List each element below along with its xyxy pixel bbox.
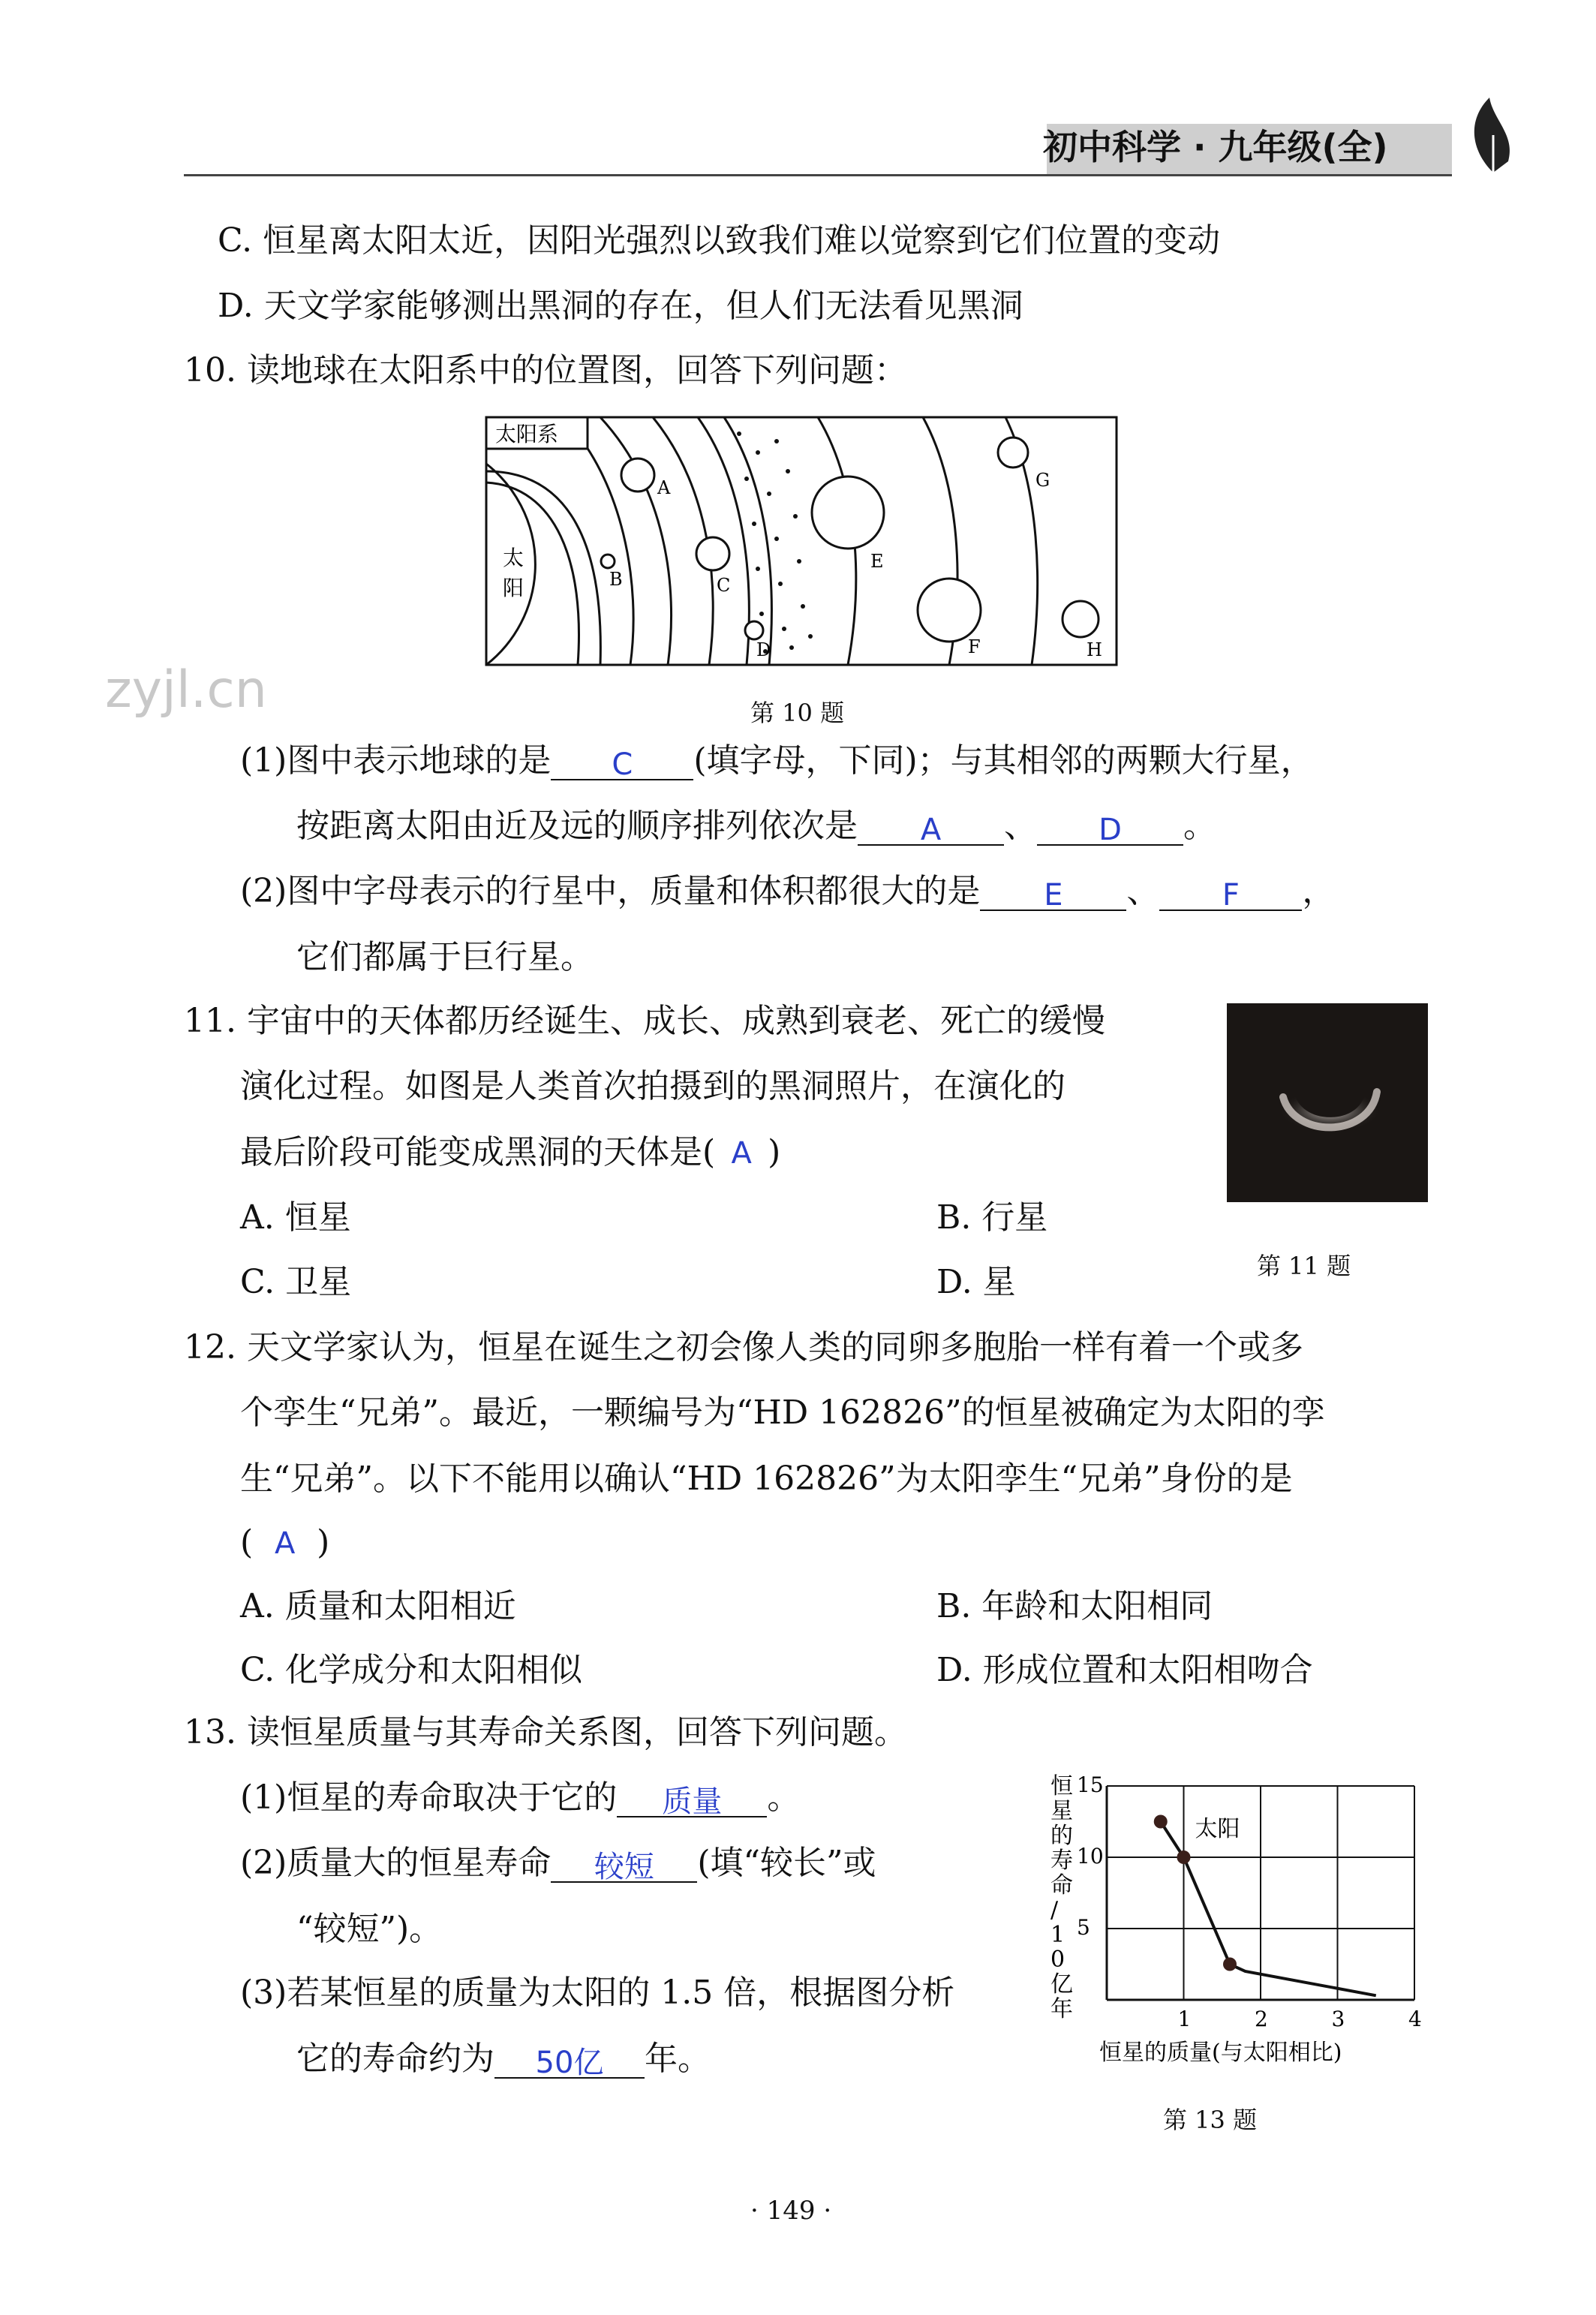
q12-option-d: D. 形成位置和太阳相吻合 <box>936 1651 1313 1689</box>
x-axis-label: 恒星的质量(与太阳相比) <box>1099 2040 1342 2066</box>
q9-option-c: C. 恒星离太阳太近，因阳光强烈以致我们难以觉察到它们位置的变动 <box>218 221 1221 260</box>
leaf-icon <box>1463 90 1523 180</box>
y-tick-label: 15 <box>1077 1772 1104 1797</box>
y-axis-label-char: 0 <box>1050 1947 1066 1973</box>
q11-line3: 最后阶段可能变成黑洞的天体是( A ) <box>240 1133 781 1171</box>
data-point <box>1177 1850 1191 1864</box>
q11-option-c: C. 卫星 <box>240 1263 352 1301</box>
q11-option-d: D. 星 <box>936 1263 1016 1301</box>
y-axis-label-char: 亿 <box>1050 1971 1073 1998</box>
q12-answer: ( A ) <box>240 1523 330 1562</box>
y-axis-label-char: 1 <box>1050 1922 1066 1948</box>
q10-sub2-line1: (2)图中字母表示的行星中，质量和体积都很大的是 E 、 F ， <box>240 872 1336 912</box>
y-axis-label-char: 星 <box>1050 1798 1073 1824</box>
black-hole-photo <box>1227 1003 1428 1202</box>
data-point <box>1223 1958 1237 1971</box>
label-g: G <box>1035 470 1050 491</box>
svg-text:太: 太 <box>503 546 524 570</box>
q13-caption: 第 13 题 <box>1163 2106 1258 2134</box>
label-d: D <box>756 639 771 660</box>
series-line <box>1161 1822 1376 1996</box>
y-tick-label: 5 <box>1077 1915 1090 1940</box>
x-tick-label: 3 <box>1331 2007 1345 2031</box>
q13-sub2: (2)质量大的恒星寿命 较短 (填“较长”或 <box>240 1844 876 1884</box>
q12-line2: 个孪生“兄弟”。最近，一颗编号为“HD 162826”的恒星被确定为太阳的孪 <box>240 1394 1325 1432</box>
y-axis-label-char: 年 <box>1050 1996 1073 2022</box>
y-tick-label: 10 <box>1077 1844 1104 1869</box>
q11-option-a: A. 恒星 <box>240 1198 351 1237</box>
solar-system-diagram <box>480 411 1126 670</box>
q13-sub3-line1: (3)若某恒星的质量为太阳的 1.5 倍，根据图分析 <box>240 1974 955 2012</box>
q13-sub3-line2: 它的寿命约为 50亿 年。 <box>296 2040 711 2080</box>
q9-option-d: D. 天文学家能够测出黑洞的存在，但人们无法看见黑洞 <box>218 287 1023 325</box>
header-title: 初中科学 · 九年级(全) <box>1043 127 1388 167</box>
q13-stem: 13. 读恒星质量与其寿命关系图，回答下列问题。 <box>184 1713 907 1751</box>
label-a: A <box>657 477 671 498</box>
q12-option-b: B. 年龄和太阳相同 <box>936 1587 1213 1625</box>
q10-stem: 10. 读地球在太阳系中的位置图，回答下列问题： <box>184 351 907 389</box>
x-tick-label: 2 <box>1255 2007 1268 2031</box>
label-f: F <box>968 636 981 657</box>
label-b: B <box>609 569 623 590</box>
q10-sub1-line1: (1)图中表示地球的是 C (填字母，下同)；与其相邻的两颗大行星， <box>240 741 1314 782</box>
q12-line1: 12. 天文学家认为，恒星在诞生之初会像人类的同卵多胞胎一样有着一个或多 <box>184 1328 1303 1366</box>
q13-sub1: (1)恒星的寿命取决于它的 质量 。 <box>240 1778 801 1819</box>
label-e: E <box>870 551 884 572</box>
svg-text:阳: 阳 <box>503 576 524 600</box>
y-axis-label-char: 的 <box>1050 1823 1073 1849</box>
q10-sub2-line2: 它们都属于巨行星。 <box>296 938 594 976</box>
y-axis-label-char: 命 <box>1050 1872 1073 1899</box>
label-c: C <box>717 575 731 596</box>
y-axis-label-char: 恒 <box>1050 1773 1073 1799</box>
q13-sub2-cont: “较短”)。 <box>296 1910 443 1948</box>
x-tick-label: 4 <box>1408 2007 1422 2031</box>
mass-lifetime-chart <box>1028 1763 1448 2079</box>
q11-line1: 11. 宇宙中的天体都历经诞生、成长、成熟到衰老、死亡的缓慢 <box>184 1002 1105 1040</box>
header-rule <box>184 174 1452 176</box>
q11-option-b: B. 行星 <box>936 1198 1048 1237</box>
diagram-box-label: 太阳系 <box>495 422 559 446</box>
y-axis-label-char: 寿 <box>1050 1847 1073 1874</box>
page-number: · 149 · <box>750 2196 832 2226</box>
data-point <box>1154 1815 1168 1829</box>
q12-option-a: A. 质量和太阳相近 <box>240 1587 516 1625</box>
x-tick-label: 1 <box>1177 2007 1192 2031</box>
q11-line2: 演化过程。如图是人类首次拍摄到的黑洞照片，在演化的 <box>240 1067 1066 1105</box>
watermark: zyjl.cn <box>105 660 267 720</box>
label-h: H <box>1087 639 1102 660</box>
y-axis-label-char: / <box>1050 1897 1059 1923</box>
q10-sub1-line2: 按距离太阳由近及远的顺序排列依次是 A 、 D 。 <box>296 807 1216 847</box>
sun-annotation: 太阳 <box>1195 1816 1240 1842</box>
q12-line3: 生“兄弟”。以下不能用以确认“HD 162826”为太阳孪生“兄弟”身份的是 <box>240 1460 1293 1498</box>
q10-caption: 第 10 题 <box>750 699 845 727</box>
q11-caption: 第 11 题 <box>1257 1252 1351 1280</box>
q12-option-c: C. 化学成分和太阳相似 <box>240 1651 583 1689</box>
